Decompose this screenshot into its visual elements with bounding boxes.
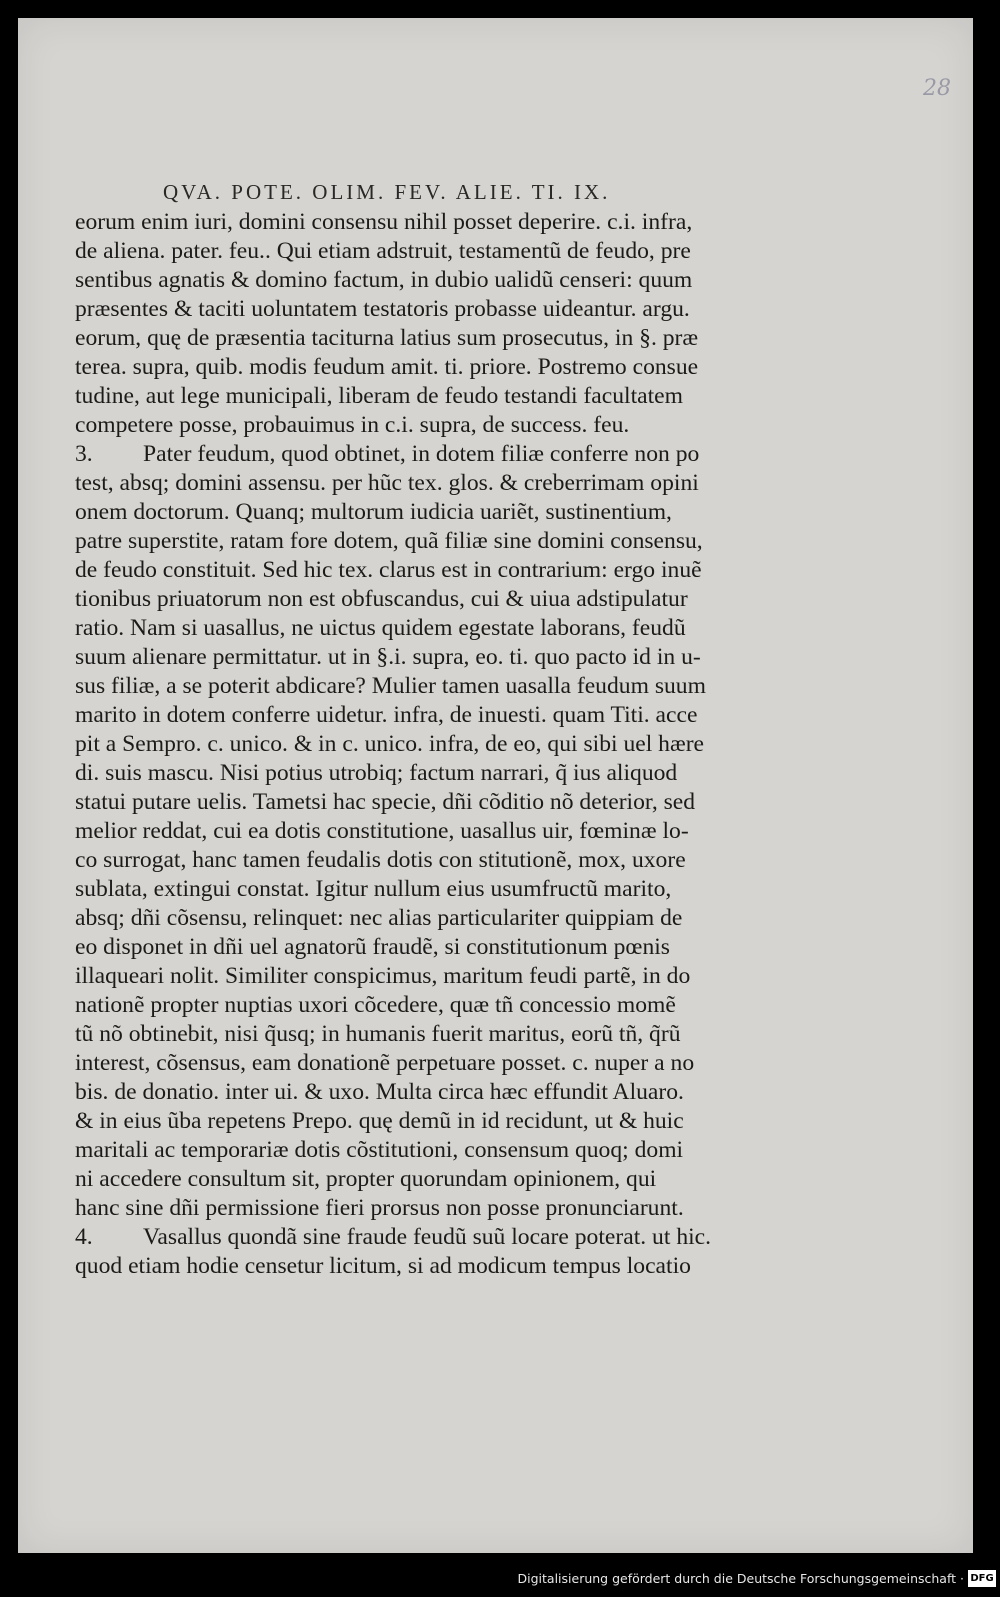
text-line: tudine, aut lege municipali, liberam de feudo testandi facultatem xyxy=(75,383,683,409)
text-line: sentibus agnatis & domino factum, in dubio ualidũ censeri: quum xyxy=(75,267,693,293)
text-line: eorum enim iuri, domini consensu nihil posset deperire. c.i. infra, xyxy=(75,209,693,235)
paragraph-number: 3. xyxy=(75,441,93,467)
text-line: ni accedere consultum sit, propter quorundam opinionem, qui xyxy=(75,1166,657,1192)
text-line: tũ nõ obtinebit, nisi q̃usq; in humanis fuerit maritus, eorũ tñ, q̃rũ xyxy=(75,1021,681,1047)
text-line: melior reddat, cui ea dotis constitutione, uasallus uir, fœminæ lo- xyxy=(75,818,689,844)
text-line: hanc sine dñi permissione fieri prorsus non posse pronunciarunt. xyxy=(75,1195,684,1221)
text-line: præsentes & taciti uoluntatem testatoris probasse uideantur. argu. xyxy=(75,296,690,322)
running-head: QVA. POTE. OLIM. FEV. ALIE. TI. IX. xyxy=(163,180,611,204)
text-line: bis. de donatio. inter ui. & uxo. Multa circa hæc effundit Aluaro. xyxy=(75,1079,684,1105)
text-line: statui putare uelis. Tametsi hac specie, dñi cõditio nõ deterior, sed xyxy=(75,789,696,815)
text-line: onem doctorum. Quanq; multorum iudicia uariẽt, sustinentium, xyxy=(75,499,672,525)
text-line: co surrogat, hanc tamen feudalis dotis con stitutionẽ, mox, uxore xyxy=(75,847,686,873)
text-line: sublata, extingui constat. Igitur nullum eius usumfructũ marito, xyxy=(75,876,672,902)
paragraph-number: 4. xyxy=(75,1224,93,1250)
text-line: eo disponet in dñi uel agnatorũ fraudẽ, si constitutionum pœnis xyxy=(75,934,670,960)
text-line: illaqueari nolit. Similiter conspicimus, maritum feudi partẽ, in do xyxy=(75,963,691,989)
text-line: Vasallus quondã sine fraude feudũ suũ locare poterat. ut hic. xyxy=(143,1224,712,1250)
text-line: maritali ac temporariæ dotis cõstitutioni, consensum quoq; domi xyxy=(75,1137,684,1163)
text-line: nationẽ propter nuptias uxori cõcedere, quæ tñ concessio momẽ xyxy=(75,992,676,1018)
text-line: marito in dotem conferre uidetur. infra, de inuesti. quam Titi. acce xyxy=(75,702,698,728)
text-line: suum alienare permittatur. ut in §.i. supra, eo. ti. quo pacto id in u- xyxy=(75,644,701,670)
text-line: quod etiam hodie censetur licitum, si ad modicum tempus locatio xyxy=(75,1253,691,1279)
text-line: eorum, quę de præsentia taciturna latius sum prosecutus, in §. præ xyxy=(75,325,699,351)
footer-bar xyxy=(0,1564,1000,1597)
text-line: & in eius ũba repetens Prepo. quę demũ in id recidunt, ut & huic xyxy=(75,1108,684,1134)
text-line: test, absq; domini assensu. per hũc tex. glos. & creberrimam opini xyxy=(75,470,699,496)
folio-number: 28 xyxy=(923,76,951,101)
text-line: di. suis mascu. Nisi potius utrobiq; factum narrari, q̃ ius aliquod xyxy=(75,760,678,786)
text-line: ratio. Nam si uasallus, ne uictus quidem egestate laborans, feudũ xyxy=(75,615,686,641)
text-line: de aliena. pater. feu.. Qui etiam adstruit, testamentũ de feudo, pre xyxy=(75,238,691,264)
text-line: tionibus priuatorum non est obfuscandus, cui & uiua adstipulatur xyxy=(75,586,688,612)
text-line: interest, cõsensus, eam donationẽ perpetuare posset. c. nuper a no xyxy=(75,1050,695,1076)
body-text xyxy=(75,208,745,1281)
text-line: Pater feudum, quod obtinet, in dotem filiæ conferre non po xyxy=(143,441,700,467)
text-line: patre superstite, ratam fore dotem, quã filiæ sine domini consensu, xyxy=(75,528,703,554)
text-line: pit a Sempro. c. unico. & in c. unico. infra, de eo, qui sibi uel hære xyxy=(75,731,705,757)
text-line: de feudo constituit. Sed hic tex. clarus est in contrarium: ergo inuẽ xyxy=(75,557,702,583)
text-line: terea. supra, quib. modis feudum amit. ti. priore. Postremo consue xyxy=(75,354,699,380)
text-line: sus filiæ, a se poterit abdicare? Mulier tamen uasalla feudum suum xyxy=(75,673,706,699)
text-line-numbered xyxy=(75,1223,745,1252)
text-line: absq; dñi cõsensu, relinquet: nec alias particulariter quippiam de xyxy=(75,905,683,931)
text-line-numbered xyxy=(75,440,745,469)
dfg-credit: Digitalisierung gefördert durch die Deutsche Forschungsgemeinschaft · xyxy=(517,1571,964,1586)
text-line: competere posse, probauimus in c.i. supra, de success. feu. xyxy=(75,412,630,438)
book-page xyxy=(18,18,973,1553)
dfg-logo: DFG xyxy=(968,1570,996,1587)
